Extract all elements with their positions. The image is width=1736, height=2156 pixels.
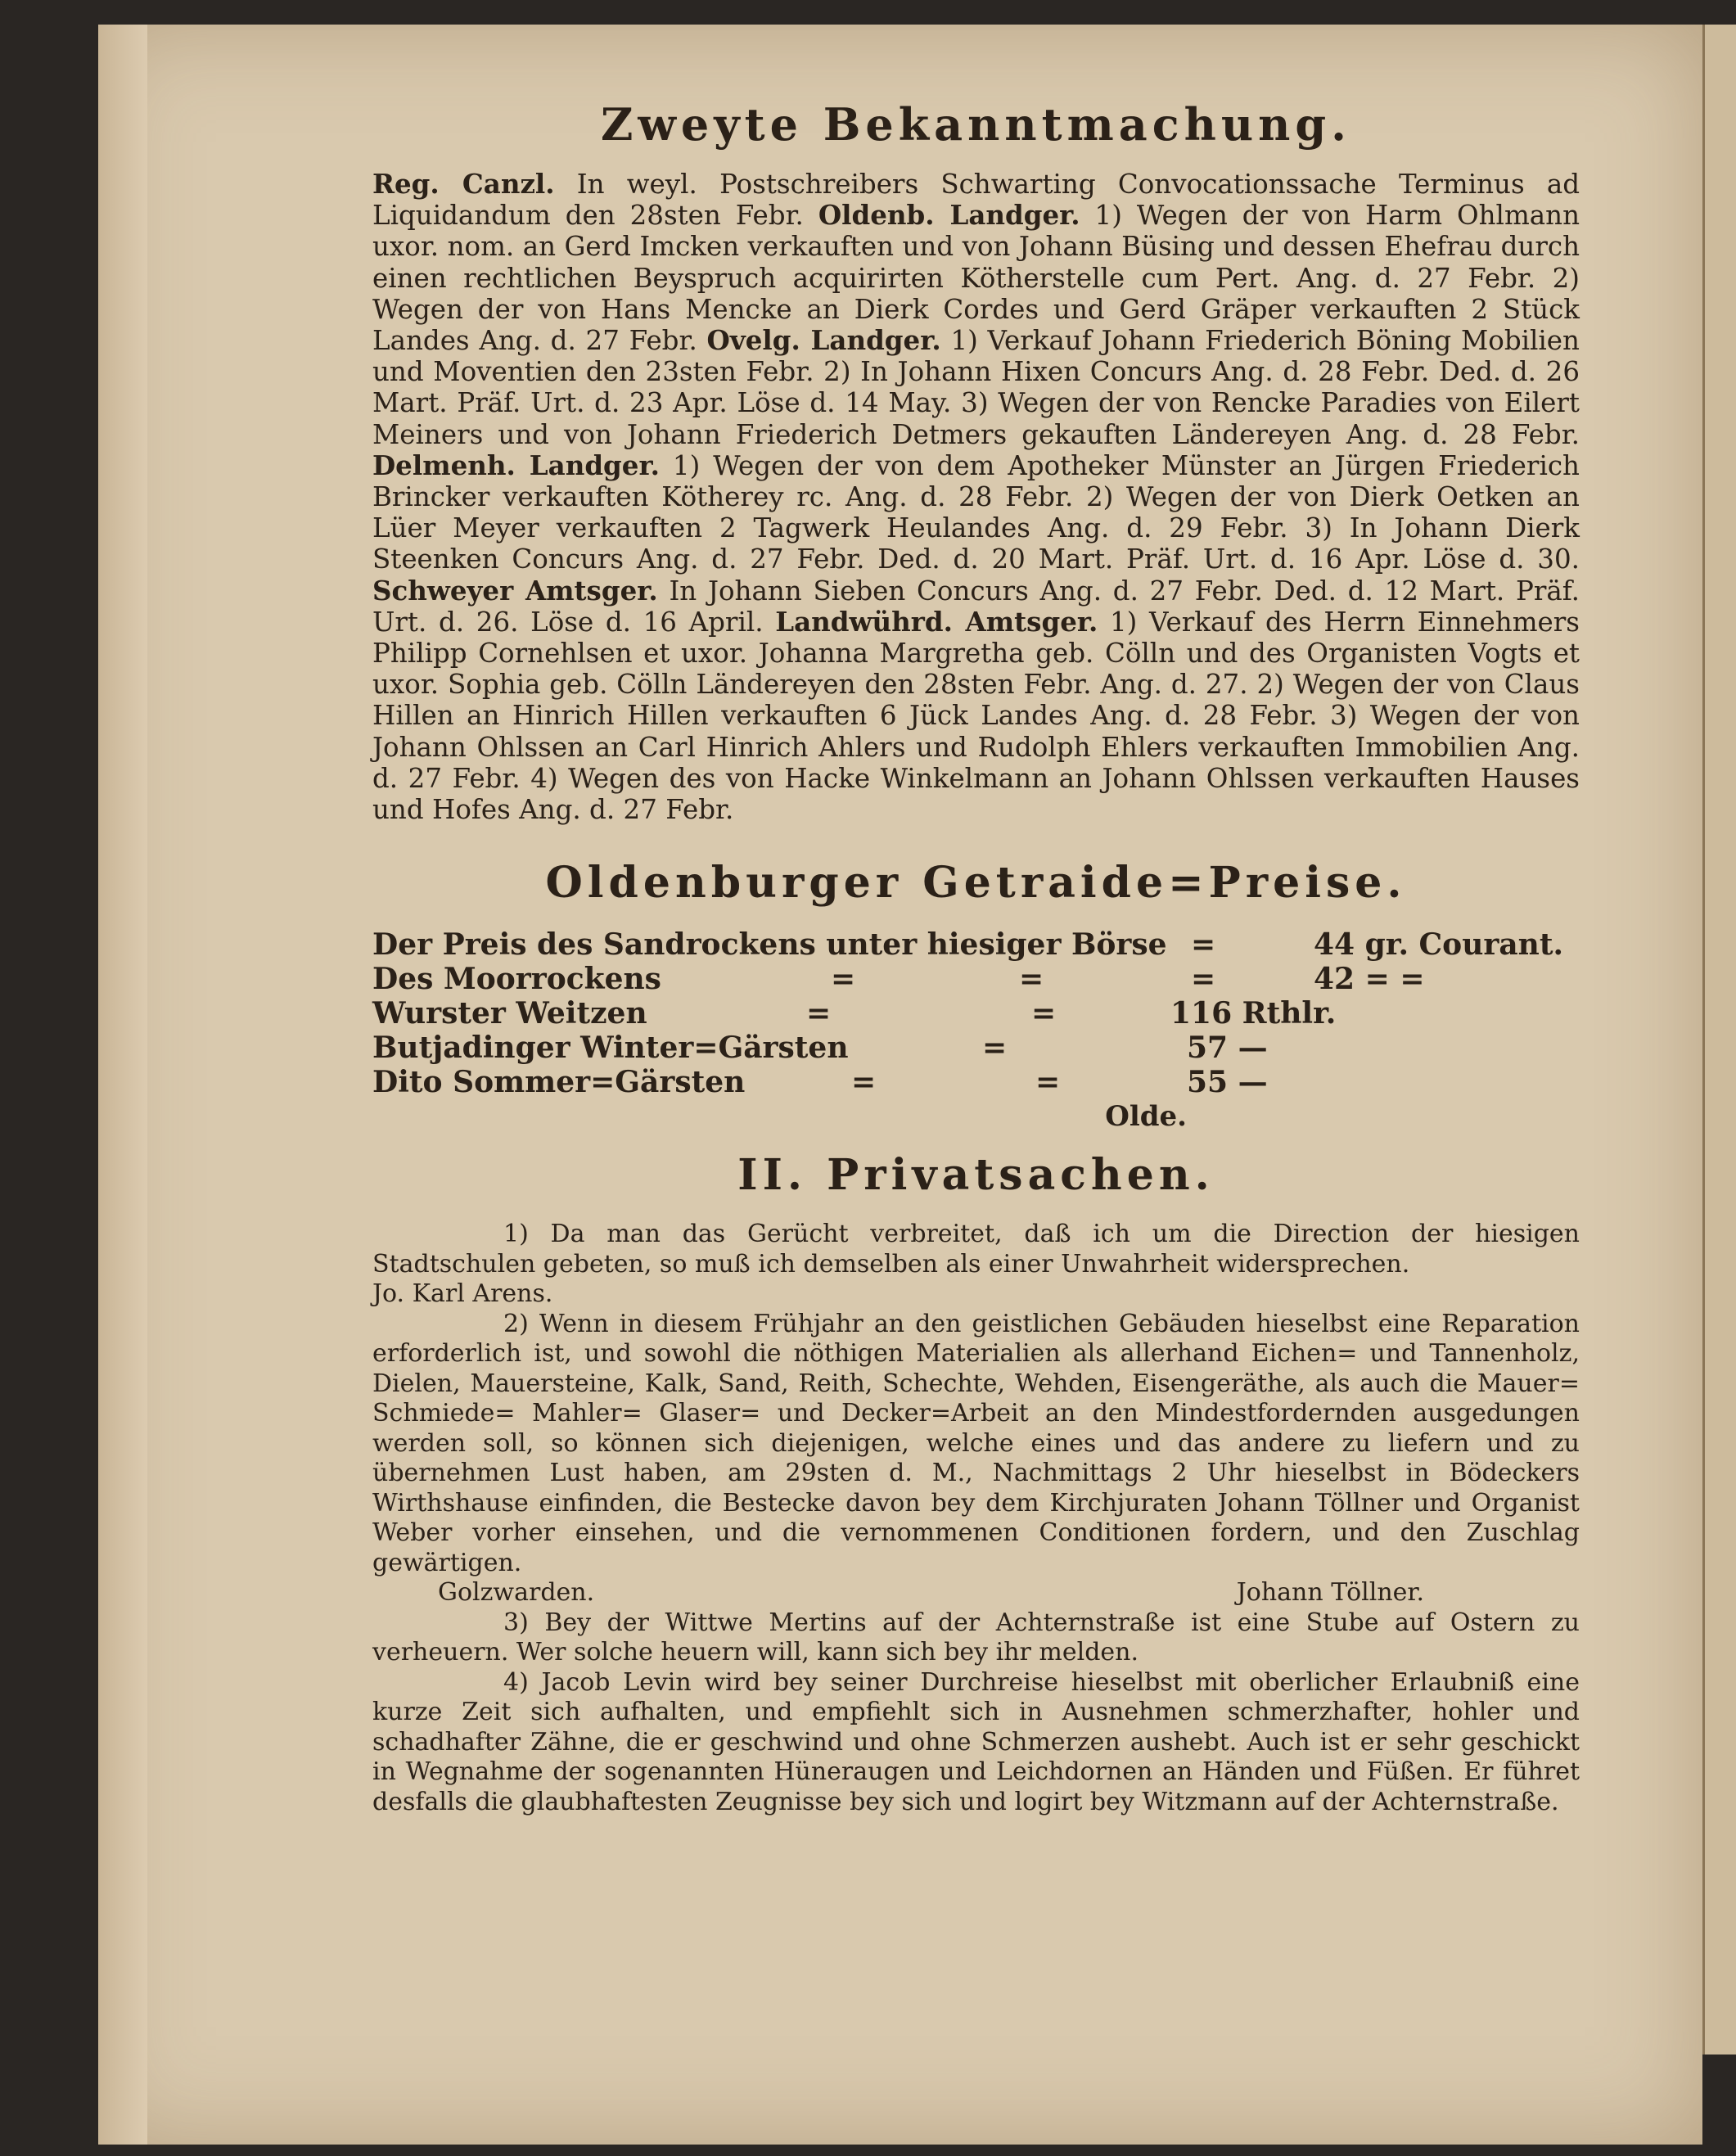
private-notices	[372, 1220, 1580, 1817]
price-value: 55 —	[1187, 1065, 1268, 1100]
court-name: Landwührd. Amtsger.	[775, 605, 1098, 638]
price-row	[372, 996, 1580, 1031]
adjacent-page-edge	[1702, 25, 1736, 2055]
ditto-mark: =	[1191, 927, 1216, 963]
price-value: 57 —	[1187, 1031, 1268, 1066]
announcement-body	[372, 169, 1580, 825]
court-name: Reg. Canzl.	[372, 168, 555, 200]
price-label: Dito Sommer=Gärsten	[372, 1065, 746, 1100]
price-label: Butjadinger Winter=Gärsten	[372, 1031, 849, 1066]
ditto-mark: =	[1191, 962, 1216, 997]
court-name: Schweyer Amtsger.	[372, 574, 658, 607]
court-name: Oldenb. Landger.	[818, 199, 1080, 232]
ditto-mark: =	[1031, 996, 1057, 1031]
notice-paragraph: 3) Bey der Wittwe Mertins auf der Achternstraße ist eine Stube auf Ostern zu verheuern. Wer solche heuern will, kann sich bey ihr melden.	[372, 1608, 1580, 1667]
price-row	[372, 962, 1580, 996]
ditto-mark: =	[982, 1031, 1008, 1066]
announcement-entry: 1) Verkauf Johann Friederich Böning Mobilien und Moventien den 23sten Febr. 2) In Johann Hixen Concurs Ang. d. 28 Febr. Ded. d. 26 Mart. Präf. Urt. d. 23 Apr. Löse d. 14 May. 3) Wegen der von Rencke Paradies von Eilert Meiners und von Johann Friederich Detmers gekauften Ländereyen Ang. d. 28 Febr.	[372, 325, 1580, 450]
price-value: 44 gr. Courant.	[1314, 927, 1563, 963]
ditto-mark: =	[831, 962, 856, 997]
grain-price-table	[372, 927, 1580, 1134]
court-name: Delmenh. Landger.	[372, 449, 660, 481]
price-value: 42 = =	[1314, 962, 1425, 997]
private-heading: II. Privatsachen.	[737, 1150, 1215, 1201]
page-edge	[98, 25, 147, 2145]
notice-signature: Johann Töllner.	[1236, 1578, 1424, 1608]
court-name: Ovelg. Landger.	[706, 324, 941, 357]
prices-signoff: Olde.	[1105, 1100, 1187, 1134]
price-row	[372, 927, 1580, 962]
ditto-mark: =	[1035, 1065, 1061, 1100]
ditto-mark: =	[806, 996, 832, 1031]
price-label: Wurster Weitzen	[372, 996, 647, 1031]
notice-place: Golzwarden.	[438, 1578, 595, 1608]
ditto-mark: =	[851, 1065, 877, 1100]
notice-paragraph: 1) Da man das Gerücht verbreitet, daß ich um die Direction der hiesigen Stadtschulen gebeten, so muß ich demselben als einer Unwahrheit widersprechen.	[372, 1220, 1580, 1279]
announcement-heading: Zweyte Bekanntmachung.	[601, 98, 1351, 151]
announcement-entry: In weyl. Postschreibers Schwarting Convocationssache Terminus ad Liquidandum den 28sten Febr.	[372, 169, 1580, 232]
price-row	[372, 1065, 1580, 1099]
notice-signature: Jo. Karl Arens.	[372, 1279, 553, 1309]
announcement-entry: In Johann Sieben Concurs Ang. d. 27 Febr. Ded. d. 12 Mart. Präf. Urt. d. 26. Löse d. 16 April.	[372, 575, 1580, 638]
announcement-entry: 1) Wegen der von dem Apotheker Münster an Jürgen Friederich Brincker verkauften Kötherey rc. Ang. d. 28 Febr. 2) Wegen der von Dierk Oetken an Lüer Meyer verkauften 2 Tagwerk Heulandes Ang. d. 29 Febr. 3) In Johann Dierk Steenken Concurs Ang. d. 27 Febr. Ded. d. 20 Mart. Präf. Urt. d. 16 Apr. Löse d. 30.	[372, 449, 1580, 575]
notice-paragraph: 4) Jacob Levin wird bey seiner Durchreise hieselbst mit oberlicher Erlaubniß eine kurze Zeit sich aufhalten, und empfiehlt sich in Ausnehmen schmerzhafter, hohler und schadhafter Zähne, die er geschwind und ohne Schmerzen aushebt. Auch ist er sehr geschickt in Wegnahme der sogenannten Hüneraugen und Leichdornen an Händen und Füßen. Er führet desfalls die glaubhaftesten Zeugnisse bey sich und logirt bey Witzmann auf der Achternstraße.	[372, 1667, 1580, 1816]
price-row	[372, 1031, 1580, 1065]
notice-paragraph: 2) Wenn in diesem Frühjahr an den geistlichen Gebäuden hieselbst eine Reparation erforderlich ist, und sowohl die nöthigen Materialien als allerhand Eichen= und Tannenholz, Dielen, Mauersteine, Kalk, Sand, Reith, Schechte, Wehden, Eisengeräthe, als auch die Mauer= Schmiede= Mahler= Glaser= und Decker=Arbeit an den Mindestfordernden ausgedungen werden soll, so können sich diejenigen, welche eines und das andere zu liefern und zu übernehmen Lust haben, am 29sten d. M., Nachmittags 2 Uhr hieselbst in Bödeckers Wirthshause einfinden, die Bestecke davon bey dem Kirchjuraten Johann Töllner und Organist Weber vorher einsehen, und die vernommenen Conditionen fordern, und den Zuschlag gewärtigen.	[372, 1309, 1580, 1577]
notice-footer	[372, 1578, 1580, 1608]
announcement-entry: 1) Verkauf des Herrn Einnehmers Philipp Cornehlsen et uxor. Johanna Margretha geb. Cölln und des Organisten Vogts et uxor. Sophia geb. Cölln Ländereyen den 28sten Febr. Ang. d. 27. 2) Wegen der von Claus Hillen an Hinrich Hillen verkauften 6 Jück Landes Ang. d. 28 Febr. 3) Wegen der von Johann Ohlssen an Carl Hinrich Ahlers und Rudolph Ehlers verkauften Immobilien Ang. d. 27 Febr. 4) Wegen des von Hacke Winkelmann an Johann Ohlssen verkauften Hauses und Hofes Ang. d. 27 Febr.	[372, 606, 1580, 826]
announcement-entry: 1) Wegen der von Harm Ohlmann uxor. nom. an Gerd Imcken verkauften und von Johann Büsing und dessen Ehefrau durch einen rechtlichen Beyspruch acquirirten Kötherstelle cum Pert. Ang. d. 27 Febr. 2) Wegen der von Hans Mencke an Dierk Cordes und Gerd Gräper verkauften 2 Stück Landes Ang. d. 27 Febr.	[372, 200, 1580, 357]
price-label: Des Moorrockens	[372, 962, 661, 997]
page-content	[372, 82, 1580, 1817]
price-label: Der Preis des Sandrockens unter hiesiger Börse	[372, 927, 1167, 963]
ditto-mark: =	[1019, 962, 1044, 997]
prices-heading: Oldenburger Getraide=Preise.	[545, 858, 1407, 909]
price-value: 116 Rthlr.	[1170, 996, 1337, 1031]
